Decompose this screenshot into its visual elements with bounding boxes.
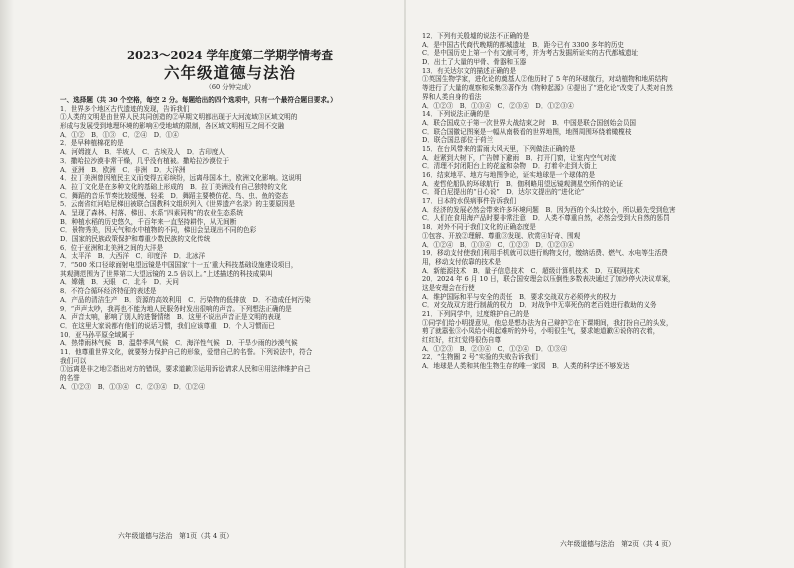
question-line: A．①②③ B．②③④ C．①②④ D．①③④	[422, 344, 568, 353]
question-line: ①同学们给小明提意见，他总是想办法为自己辩护②在下课期间，我打扮自己的头发，	[422, 318, 673, 327]
question-line: 10．亚马孙平原全域属于	[60, 330, 135, 339]
question-line: D．出土了大量的甲骨、骨器和玉器	[422, 58, 527, 67]
question-line: A．新能源技术 B．量子信息技术 C．超级计算机技术 D．互联网技术	[422, 266, 640, 275]
question-line: 其观测范围为了世界第二大望远镜的 2.5 倍以上。”上述描述的科技成果叫	[60, 269, 273, 278]
question-line: A．嫦娥 B．天眼 C．北斗 D．天问	[60, 278, 179, 287]
question-line: C．舞蹈的音乐节奏比较缓慢、轻柔 D．舞蹈主要模仿花、鸟、虫、鱼的姿态	[60, 191, 288, 200]
question-line: 14．下列说法正确的是	[422, 110, 490, 119]
question-line: 8．不符合循环经济特征的表述是	[60, 287, 157, 296]
question-line: A．赶紧到大树下，广告牌下避雨 B．打开门窗，让室内空气对流	[422, 153, 617, 162]
exam-page-2	[410, 0, 794, 568]
question-line: ①人类的文明是由世界人民共同创造的②早期文明都出现于大河流域③区域文明的	[60, 113, 298, 122]
question-line: 这是安理会在行使	[422, 283, 475, 292]
question-line: 9．“声声太吵，我再也不能为地人民服务时发出很响的声音。下列想法正确的是	[60, 304, 292, 313]
question-line: ①远离是非之地②指出对方的错误，要求道歉③运用诉讼请求人民和④用法律维护自己	[60, 365, 311, 374]
question-line: C．景物秀美，因天气和水中植物的不同，梯田会呈现出不同的色彩	[60, 226, 257, 235]
question-line: 我们可以	[60, 356, 87, 365]
question-line: A．①②③ B．①③④ C．②③④ D．①②④	[60, 382, 206, 391]
question-line: 用，移动支付依靠的技术是	[422, 257, 502, 266]
exam-subject: 六年级道德与法治	[163, 63, 296, 82]
question-line: 12．下列有关殷墟的说法不正确的是	[422, 32, 530, 40]
question-line: 22．“生物圈 2 号”实验的失败告诉我们	[422, 353, 538, 362]
question-line: C．联合国徽记图案是一幅从南极看的世界地图，地图周围环绕着橄榄枝	[422, 127, 632, 136]
question-line: A．呈现了森林、村落、梯田、水系“四素同构”的农业生态系统	[60, 208, 243, 217]
question-line: A．河姆渡人 B．半坡人 C．古埃及人 D．古印度人	[60, 148, 226, 157]
question-line: C．哥白尼提出的“日心说” D．达尔文提出的“进化论”	[422, 188, 585, 197]
question-line: 等进行了大量的观察和采集③著作为《物种起源》④提出了“进化论”改变了人类对自然	[422, 84, 673, 93]
question-line: A．亚洲 B．欧洲 C．非洲 D．大洋洲	[60, 165, 186, 174]
page-fold-divider	[404, 0, 406, 568]
question-line: 15．在台风带来的雷雨大风天里，下列做法正确的是	[422, 144, 576, 153]
question-line: ①包容、开放②理解、尊重③发现、欣赏④好奇、围观	[422, 231, 581, 240]
question-line: A．拉丁文化是在多种文化的基础上形成的 B．拉丁美洲没有自己独特的文化	[60, 182, 288, 191]
question-line: 16．结束地平、地方与地图争论，证实地球是一个球体的是	[422, 171, 596, 179]
section-heading: 一、选择题（共 30 个空格，每空 2 分。每题给出的四个选项中，只有一个最符合题目要求。）	[60, 96, 337, 104]
question-line: 21．下列同学中，过度维护自己的是	[422, 310, 530, 318]
question-line: 4．拉丁美洲曾因殖民主义而变得五彩缤纷，远离母国本土，欧洲文化影响。这说明	[60, 174, 302, 183]
question-line: 20．2024 年 6 月 10 日，联合国安理会以压倒性多数表决通过了加沙停火决议草案，	[422, 275, 675, 284]
question-line: C．是中国历史上第一个有文献可考，并为考古发掘所证实的古代都城遗址	[422, 49, 639, 58]
question-line: 5．云南省红河哈尼梯田被联合国教科文组织列入《世界遗产名录》的主要原因是	[60, 200, 295, 209]
question-line: A．维护国际和平与安全的责任 B．要求交战双方必须停火的权力	[422, 292, 617, 301]
question-line: C．人们在食用海产品时要非常注意 D．人类不尊重自然，必然会受到大自然的惩罚	[422, 214, 670, 223]
question-line: 3．撒哈拉沙漠非常干燥，几乎没有植被。撒哈拉沙漠位于	[60, 156, 230, 165]
question-line: A．太平洋 B．大西洋 C．印度洋 D．北冰洋	[60, 252, 206, 261]
question-line: A．是中国古代商代晚期的都城遗址 B．距今已有 3300 多年的历史	[422, 40, 625, 49]
question-line: 1．世界多个地区古代遗迹的发现，告诉我们	[60, 104, 190, 113]
question-line: ①英国生物学家，进化论的奠基人②他历时了 5 年的环球航行，对动植物和地质结构	[422, 75, 668, 84]
question-line: D．联合国总部位于荷兰	[422, 136, 494, 145]
question-line: 6．位于亚洲和北美洲之间的大洋是	[60, 243, 164, 252]
question-line: A．地球是人类和其他生物生存的唯一家园 B．人类的科学还不够发达	[422, 362, 630, 371]
question-line: 的名誉	[60, 374, 80, 382]
exam-title: 2023～2024 学年度第二学期学情考查	[126, 48, 334, 62]
question-line: 剪了就嚣张③小凤给小明起难听的外号，小明很生气，要求她道歉④说你的衣着，	[422, 327, 660, 336]
page-1-column	[60, 0, 400, 391]
question-line: A．经济的发展必然会带来许多环境问题 B．因为西的个头比较小，所以最先受到危害	[422, 205, 676, 214]
question-line: C．对交战双方进行制裁的权力 D．对战争中无辜死伤的老百姓进行救助的义务	[422, 301, 657, 310]
question-line: A．①② B．①③ C．②④ D．①④	[60, 130, 179, 139]
question-line: B．种植水稻的历史悠久，千百年来一直坚持耕作，从无间断	[60, 217, 237, 226]
question-line: D．国家的民族政策保护和尊重少数民族的文化传统	[60, 235, 211, 243]
question-line: 形成与发展受到地理环境的影响④受地域的限制，各区域文明相互之间不交融	[60, 122, 285, 131]
question-line: 2．是早种植棉花的是	[60, 139, 124, 148]
question-line: A．麦哲伦船队的环球航行 B．伽利略用望远镜观测星空所作的论证	[422, 179, 623, 188]
question-line: 7．“500 米口径球面射电望远镜是中国国家‘十一五’重大科技基础设施建设项目，	[60, 261, 298, 270]
question-line: 13．有关达尔文的描述正确的是	[422, 66, 517, 75]
question-line: 18．对外不同于我们文化的正确态度是	[422, 223, 536, 232]
question-line: C．在这里大家说都有他们的说话习惯，我们应该尊重 D．个人习惯而已	[60, 321, 275, 330]
question-line: A．联合国成立于第一次世界大战结束之时 B．中国是联合国创始会员国	[422, 118, 637, 127]
page-1-questions	[60, 96, 400, 391]
question-line: A．热带雨林气候 B．温带季风气候 C．海洋性气候 D．干旱少雨的沙漠气候	[60, 339, 298, 348]
question-line: 界和人类自身的看法	[422, 92, 482, 101]
question-line: A．产品的清洁生产 B．资源的高效利用 C．污染物的低排放 D．不造成任何污染	[60, 295, 311, 304]
question-line: 19．移动支付使我们利用手机就可以进行购物支付，缴纳话费、燃气、水电等生活费	[422, 249, 668, 258]
page-2-questions	[422, 32, 790, 371]
page-2-column	[422, 32, 790, 371]
question-line: 17．日本的水俣病事件告诉我们	[422, 197, 517, 206]
question-line: A．①②④ B．①③④ C．①②③ D．①②③④	[422, 240, 574, 249]
question-line: A．声音太响，影响了别人的进餐情绪 B．这里不说出声音正是文明的表现	[60, 313, 281, 322]
exam-duration: （60 分钟完成）	[205, 83, 255, 91]
page-1-footer: 六年级道德与法治 第1页（共 4 页）	[118, 532, 233, 540]
question-line: C．清理不封闭阳台上的花盆和杂物 D．打着伞走到大街上	[422, 162, 598, 171]
page-2-footer: 六年级道德与法治 第2页（共 4 页）	[560, 540, 675, 548]
question-line: A．①②③ B．①③④ C．②③④ D．①②③④	[422, 101, 574, 110]
question-line: 红红好，红红觉得很伤自尊	[422, 336, 502, 345]
question-line: 11．他尊重世界文化，就要努力保护自己的形象，爱惜自己的名誉。下列说法中，符合	[60, 347, 313, 356]
